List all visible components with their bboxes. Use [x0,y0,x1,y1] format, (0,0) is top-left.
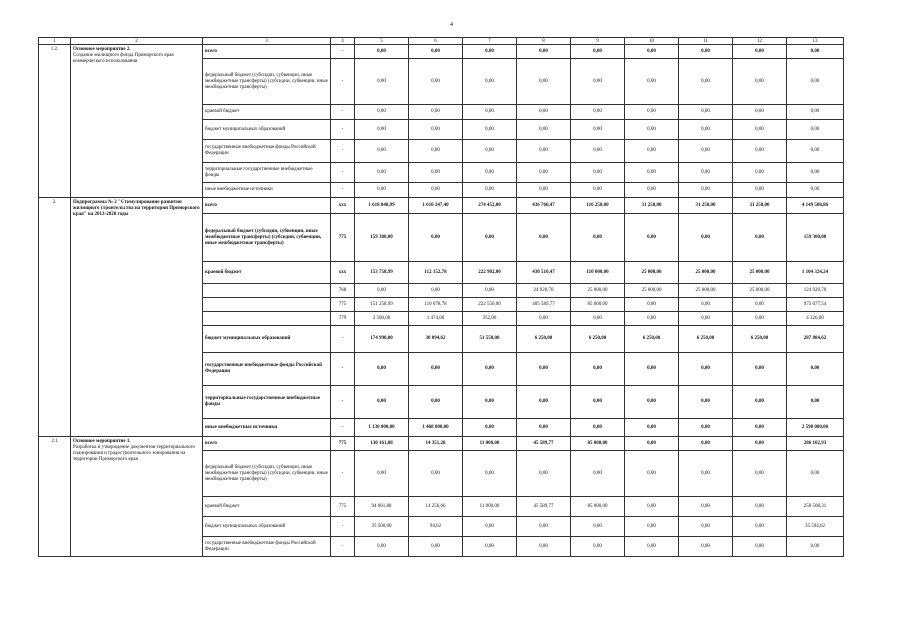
budget-code: - [331,517,355,537]
amount-cell: 1 104 324,24 [787,262,844,284]
budget-code: - [331,45,355,59]
amount-cell: 0,00 [463,353,517,386]
amount-cell: 0,00 [517,451,571,497]
amount-cell: 31 250,00 [625,198,679,214]
funding-source: федеральный бюджет (субсидии, субвенции, иные межбюджетные трансферты) (субсидии, субвенции, иные межбюджетные трансферты) [203,59,331,105]
amount-cell: 1 610 247,40 [409,198,463,214]
amount-cell: 0,00 [625,451,679,497]
amount-cell: 25 000,00 [625,262,679,284]
budget-code: - [331,183,355,198]
amount-cell: 352,00 [463,312,517,326]
amount-cell: 0,00 [787,353,844,386]
amount-cell: 0,00 [355,59,409,105]
amount-cell: 0,00 [733,497,787,517]
amount-cell: 0,00 [517,120,571,140]
amount-cell: 0,00 [625,163,679,183]
column-number: 12 [733,38,787,45]
amount-cell: 0,00 [463,120,517,140]
funding-source: государственные внебюджетные фонды Российской Федерации [203,537,331,557]
amount-cell: 0,00 [679,517,733,537]
amount-cell: 0,00 [355,284,409,298]
amount-cell: 0,00 [517,163,571,183]
amount-cell: 25 000,00 [571,284,625,298]
amount-cell: 1 474,00 [409,312,463,326]
amount-cell: 0,00 [679,45,733,59]
table-row [39,45,844,59]
amount-cell: 0,00 [625,386,679,419]
amount-cell: 0,00 [571,120,625,140]
amount-cell: 116 250,00 [571,198,625,214]
amount-cell: 0,00 [625,353,679,386]
amount-cell: 0,00 [463,517,517,537]
amount-cell: 0,00 [409,59,463,105]
amount-cell: 159 300,00 [787,214,844,262]
amount-cell: 0,00 [625,537,679,557]
budget-code: 775 [331,497,355,517]
amount-cell: 0,00 [463,183,517,198]
amount-cell: 0,00 [571,537,625,557]
amount-cell: 0,00 [571,59,625,105]
amount-cell: 0,00 [787,140,844,163]
column-number: 13 [787,38,844,45]
amount-cell: 0,00 [517,214,571,262]
amount-cell: 0,00 [733,312,787,326]
amount-cell: 0,00 [787,45,844,59]
funding-source [203,298,331,312]
amount-cell: 0,00 [571,183,625,198]
item-name [71,198,203,437]
amount-cell: 0,00 [571,163,625,183]
amount-cell: 0,00 [355,120,409,140]
amount-cell: 2 500,00 [355,312,409,326]
amount-cell: 0,00 [571,140,625,163]
column-number: 9 [571,38,625,45]
budget-code: ххх [331,198,355,214]
amount-cell: 0,00 [409,140,463,163]
amount-cell: 0,00 [463,284,517,298]
amount-cell: 250 508,31 [787,497,844,517]
amount-cell: 0,00 [733,419,787,437]
column-number: 5 [355,38,409,45]
amount-cell: 0,00 [517,183,571,198]
amount-cell: 0,00 [625,120,679,140]
funding-source: краевой бюджет [203,497,331,517]
amount-cell: 85 000,00 [571,298,625,312]
amount-cell: 0,00 [625,183,679,198]
amount-cell: 0,00 [787,537,844,557]
amount-cell: 159 300,00 [355,214,409,262]
item-number: 2.1 [39,437,71,557]
amount-cell: 0,00 [355,537,409,557]
amount-cell: 975 077,54 [787,298,844,312]
amount-cell: 0,00 [463,451,517,497]
amount-cell: 0,00 [787,120,844,140]
amount-cell: 35 594,62 [787,517,844,537]
amount-cell: 287 884,62 [787,326,844,353]
amount-cell: 0,00 [679,298,733,312]
amount-cell: 0,00 [409,284,463,298]
amount-cell: 14 256,66 [409,497,463,517]
amount-cell: 0,00 [679,497,733,517]
budget-code: - [331,451,355,497]
amount-cell: 0,00 [625,45,679,59]
funding-source: иные внебюджетные источники [203,419,331,437]
amount-cell: 11 000,00 [463,497,517,517]
amount-cell: 112 152,78 [409,262,463,284]
amount-cell: 0,00 [733,140,787,163]
page-number: 4 [450,22,453,28]
amount-cell: 0,00 [355,183,409,198]
funding-source: всего [203,437,331,451]
amount-cell: 0,00 [517,419,571,437]
budget-code: 775 [331,214,355,262]
amount-cell: 1 130 000,00 [355,419,409,437]
funding-source: федеральный бюджет (субсидии, субвенции, иные межбюджетные трансферты) (субсидии, субвенции, иные межбюджетные трансферты) [203,214,331,262]
amount-cell: 0,00 [571,105,625,120]
amount-cell: 222 550,00 [463,298,517,312]
budget-code: - [331,163,355,183]
amount-cell: 45 589,77 [517,497,571,517]
amount-cell: 0,00 [463,59,517,105]
amount-cell: 0,00 [463,537,517,557]
amount-cell: 94,62 [409,517,463,537]
amount-cell: 0,00 [517,140,571,163]
amount-cell: 0,00 [625,419,679,437]
amount-cell: 25 000,00 [625,284,679,298]
funding-source: иные внебюджетные источники [203,183,331,198]
amount-cell: 0,00 [733,298,787,312]
amount-cell: 0,00 [571,45,625,59]
amount-cell: 35 500,00 [355,517,409,537]
amount-cell: 0,00 [679,140,733,163]
amount-cell: 0,00 [571,214,625,262]
item-number: 1.2. [39,45,71,198]
amount-cell: 0,00 [409,451,463,497]
amount-cell: 0,00 [679,386,733,419]
item-name-text: Разработка и утверждение документов территориального планирования и градостроительного зонирования на территории Приморского края [73,445,196,462]
budget-code: - [331,120,355,140]
amount-cell: 0,00 [517,517,571,537]
amount-cell: 0,00 [517,537,571,557]
amount-cell: 0,00 [355,45,409,59]
budget-code: ххх [331,262,355,284]
amount-cell: 6 250,00 [679,326,733,353]
funding-source: бюджет муниципальных образований [203,120,331,140]
table-row [39,198,844,214]
amount-cell: 0,00 [355,353,409,386]
amount-cell: 0,00 [625,59,679,105]
column-number: 8 [517,38,571,45]
amount-cell: 0,00 [733,517,787,537]
amount-cell: 0,00 [679,437,733,451]
amount-cell: 0,00 [733,437,787,451]
amount-cell: 4 326,00 [787,312,844,326]
amount-cell: 0,00 [517,59,571,105]
amount-cell: 25 000,00 [679,262,733,284]
budget-code: - [331,59,355,105]
budget-code: - [331,353,355,386]
amount-cell: 31 250,00 [679,198,733,214]
amount-cell: 0,00 [733,451,787,497]
amount-cell: 0,00 [679,353,733,386]
amount-cell: 0,00 [679,105,733,120]
amount-cell: 0,00 [625,437,679,451]
amount-cell: 436 760,47 [517,198,571,214]
funding-source: государственные внебюджетные фонды Российской Федерации [203,140,331,163]
funding-source: бюджет муниципальных образований [203,326,331,353]
amount-cell: 0,00 [733,183,787,198]
budget-code: - [331,105,355,120]
amount-cell: 151 258,99 [355,298,409,312]
amount-cell: 30 094,62 [409,326,463,353]
amount-cell: 85 000,00 [571,497,625,517]
amount-cell: 0,00 [733,353,787,386]
column-number: 6 [409,38,463,45]
amount-cell: 130 161,88 [355,437,409,451]
amount-cell: 85 000,00 [571,437,625,451]
budget-code: - [331,386,355,419]
amount-cell: 0,00 [517,386,571,419]
budget-code: - [331,326,355,353]
amount-cell: 51 550,00 [463,326,517,353]
amount-cell: 0,00 [355,140,409,163]
amount-cell: 0,00 [463,105,517,120]
amount-cell: 0,00 [355,105,409,120]
amount-cell: 286 102,93 [787,437,844,451]
amount-cell: 0,00 [463,419,517,437]
amount-cell: 0,00 [679,451,733,497]
funding-source: территориальные государственные внебюджетные фонды [203,386,331,419]
amount-cell: 0,00 [409,386,463,419]
funding-source: всего [203,198,331,214]
amount-cell: 6 250,00 [733,326,787,353]
budget-code: - [331,537,355,557]
amount-cell: 45 589,77 [517,437,571,451]
column-number: 7 [463,38,517,45]
amount-cell: 0,00 [733,105,787,120]
amount-cell: 0,00 [679,59,733,105]
amount-cell: 0,00 [787,451,844,497]
amount-cell: 0,00 [679,312,733,326]
amount-cell: 0,00 [679,537,733,557]
amount-cell: 14 351,28 [409,437,463,451]
amount-cell: 11 000,00 [463,437,517,451]
amount-cell: 0,00 [571,312,625,326]
amount-cell: 0,00 [733,59,787,105]
amount-cell: 0,00 [679,120,733,140]
amount-cell: 0,00 [679,163,733,183]
funding-source: территориальные государственные внебюджетные фонды [203,163,331,183]
amount-cell: 0,00 [571,386,625,419]
amount-cell: 25 000,00 [733,284,787,298]
amount-cell: 0,00 [409,163,463,183]
amount-cell: 0,00 [733,537,787,557]
item-name-bold: Основное мероприятие 2. [73,47,131,52]
amount-cell: 6 250,00 [625,326,679,353]
amount-cell: 0,00 [571,353,625,386]
budget-code: - [331,419,355,437]
amount-cell: 110 000,00 [571,262,625,284]
budget-code: 775 [331,298,355,312]
amount-cell: 222 902,00 [463,262,517,284]
amount-cell: 0,00 [409,120,463,140]
item-name-text: Создание жилищного фонда Приморского края коммерческого использования [73,53,174,64]
amount-cell: 0,00 [409,537,463,557]
item-name [71,45,203,198]
amount-cell: 25 000,00 [733,262,787,284]
funding-source [203,284,331,298]
column-number: 11 [679,38,733,45]
budget-code: 768 [331,284,355,298]
amount-cell: 0,00 [787,163,844,183]
amount-cell: 0,00 [679,214,733,262]
item-name-bold: Подпрограмма № 2 "Стимулирование развития жилищного строительства на территории Приморского края" на 2013-2020 годы [73,200,200,217]
funding-source: всего [203,45,331,59]
column-number: 4 [331,38,355,45]
amount-cell: 1 618 048,99 [355,198,409,214]
amount-cell: 0,00 [571,451,625,497]
amount-cell: 0,00 [463,214,517,262]
table-row [39,437,844,451]
amount-cell: 2 598 000,00 [787,419,844,437]
amount-cell: 0,00 [787,59,844,105]
funding-source: краевой бюджет [203,262,331,284]
amount-cell: 0,00 [787,183,844,198]
amount-cell: 0,00 [625,140,679,163]
amount-cell: 0,00 [733,163,787,183]
amount-cell: 0,00 [355,451,409,497]
amount-cell: 0,00 [571,419,625,437]
amount-cell: 0,00 [787,386,844,419]
amount-cell: 0,00 [409,353,463,386]
item-name-bold: Основное мероприятие 1. [73,439,131,444]
amount-cell: 0,00 [733,214,787,262]
amount-cell: 0,00 [409,183,463,198]
amount-cell: 0,00 [517,353,571,386]
budget-code: 779 [331,312,355,326]
amount-cell: 0,00 [733,120,787,140]
amount-cell: 6 250,00 [571,326,625,353]
amount-cell: 0,00 [409,214,463,262]
column-number: 2 [71,38,203,45]
amount-cell: 0,00 [463,140,517,163]
column-number: 1 [39,38,71,45]
funding-source: краевой бюджет [203,105,331,120]
amount-cell: 0,00 [409,105,463,120]
amount-cell: 0,00 [517,312,571,326]
amount-cell: 0,00 [625,105,679,120]
amount-cell: 0,00 [355,386,409,419]
amount-cell: 31 250,00 [733,198,787,214]
amount-cell: 0,00 [625,517,679,537]
column-number-row [39,38,844,45]
budget-code: - [331,140,355,163]
column-number: 10 [625,38,679,45]
funding-source: федеральный бюджет (субсидии, субвенции, иные межбюджетные трансферты) (субсидии, субвенции, иные межбюджетные трансферты) [203,451,331,497]
amount-cell: 124 920,70 [787,284,844,298]
amount-cell: 174 990,00 [355,326,409,353]
amount-cell: 0,00 [679,183,733,198]
amount-cell: 0,00 [679,419,733,437]
funding-source [203,312,331,326]
amount-cell: 274 452,00 [463,198,517,214]
column-number: 3 [203,38,331,45]
amount-cell: 0,00 [571,517,625,537]
amount-cell: 1 468 000,00 [409,419,463,437]
amount-cell: 0,00 [409,45,463,59]
funding-source: бюджет муниципальных образований [203,517,331,537]
amount-cell: 0,00 [463,45,517,59]
amount-cell: 430 510,47 [517,262,571,284]
amount-cell: 110 678,78 [409,298,463,312]
amount-cell: 0,00 [517,105,571,120]
item-number: 2. [39,198,71,437]
amount-cell: 25 000,00 [679,284,733,298]
amount-cell: 0,00 [625,312,679,326]
funding-source: государственные внебюджетные фонды Российской Федерации [203,353,331,386]
amount-cell: 94 661,88 [355,497,409,517]
amount-cell: 0,00 [355,163,409,183]
amount-cell: 0,00 [517,45,571,59]
amount-cell: 0,00 [463,163,517,183]
amount-cell: 0,00 [625,497,679,517]
amount-cell: 0,00 [463,386,517,419]
amount-cell: 0,00 [625,298,679,312]
budget-table [38,37,844,557]
amount-cell: 0,00 [733,386,787,419]
budget-code: 775 [331,437,355,451]
amount-cell: 4 149 508,86 [787,198,844,214]
amount-cell: 0,00 [787,105,844,120]
amount-cell: 24 920,70 [517,284,571,298]
amount-cell: 0,00 [625,214,679,262]
amount-cell: 153 758,99 [355,262,409,284]
item-name [71,437,203,557]
amount-cell: 405 589,77 [517,298,571,312]
amount-cell: 6 250,00 [517,326,571,353]
amount-cell: 0,00 [733,45,787,59]
